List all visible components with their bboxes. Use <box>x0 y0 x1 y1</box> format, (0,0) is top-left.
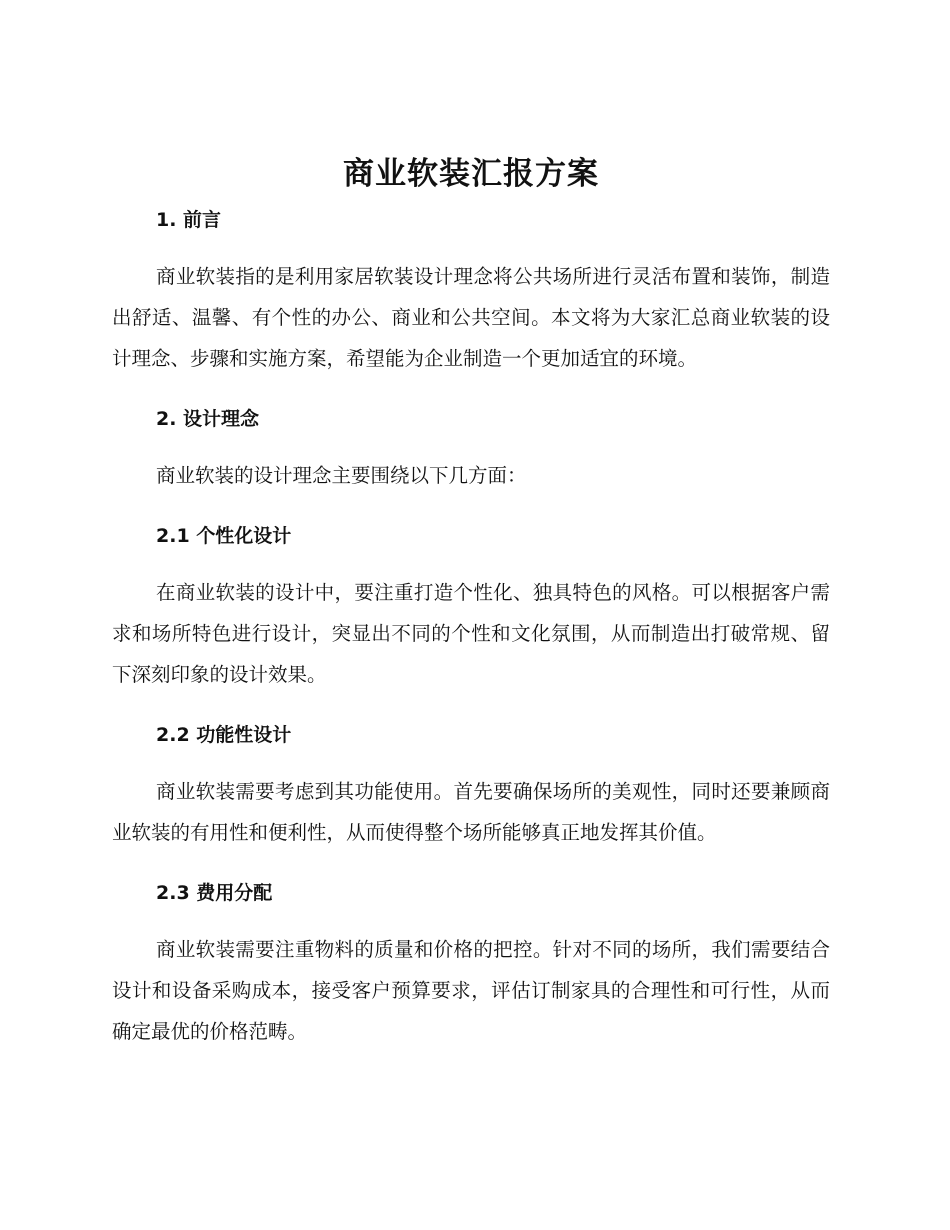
section-paragraph-cost-allocation: 商业软装需要注重物料的质量和价格的把控。针对不同的场所，我们需要结合设计和设备采购成本，接受客户预算要求，评估订制家具的合理性和可行性，从而确定最优的价格范畴。 <box>112 938 830 1043</box>
section-paragraph-design-concept: 商业软装的设计理念主要围绕以下几方面： <box>156 464 527 487</box>
section-paragraph-personalized-design: 在商业软装的设计中，要注重打造个性化、独具特色的风格。可以根据客户需求和场所特色进行设计，突显出不同的个性和文化氛围，从而制造出打破常规、留下深刻印象的设计效果。 <box>112 581 830 686</box>
spacer <box>112 433 830 455</box>
section-heading-functional-design: 2.2 功能性设计 <box>156 724 292 746</box>
section-heading-preface: 1. 前言 <box>156 209 222 231</box>
spacer <box>112 749 830 771</box>
spacer <box>112 907 830 929</box>
spacer <box>112 695 830 721</box>
section-paragraph-functional-design: 商业软装需要考虑到其功能使用。首先要确保场所的美观性，同时还要兼顾商业软装的有用性和便利性，从而使得整个场所能够真正地发挥其价值。 <box>112 780 830 844</box>
spacer <box>112 496 830 522</box>
spacer <box>112 379 830 405</box>
spacer <box>112 234 830 256</box>
section-heading-design-concept: 2. 设计理念 <box>156 408 260 430</box>
section-heading-personalized-design: 2.1 个性化设计 <box>156 525 292 547</box>
spacer <box>112 550 830 572</box>
section-paragraph-preface: 商业软装指的是利用家居软装设计理念将公共场所进行灵活布置和装饰，制造出舒适、温馨、有个性的办公、商业和公共空间。本文将为大家汇总商业软装的设计理念、步骤和实施方案，希望能为企业制造一个更加适宜的环境。 <box>112 265 830 370</box>
spacer <box>112 853 830 879</box>
section-heading-cost-allocation: 2.3 费用分配 <box>156 882 273 904</box>
document-title: 商业软装汇报方案 <box>343 156 599 192</box>
